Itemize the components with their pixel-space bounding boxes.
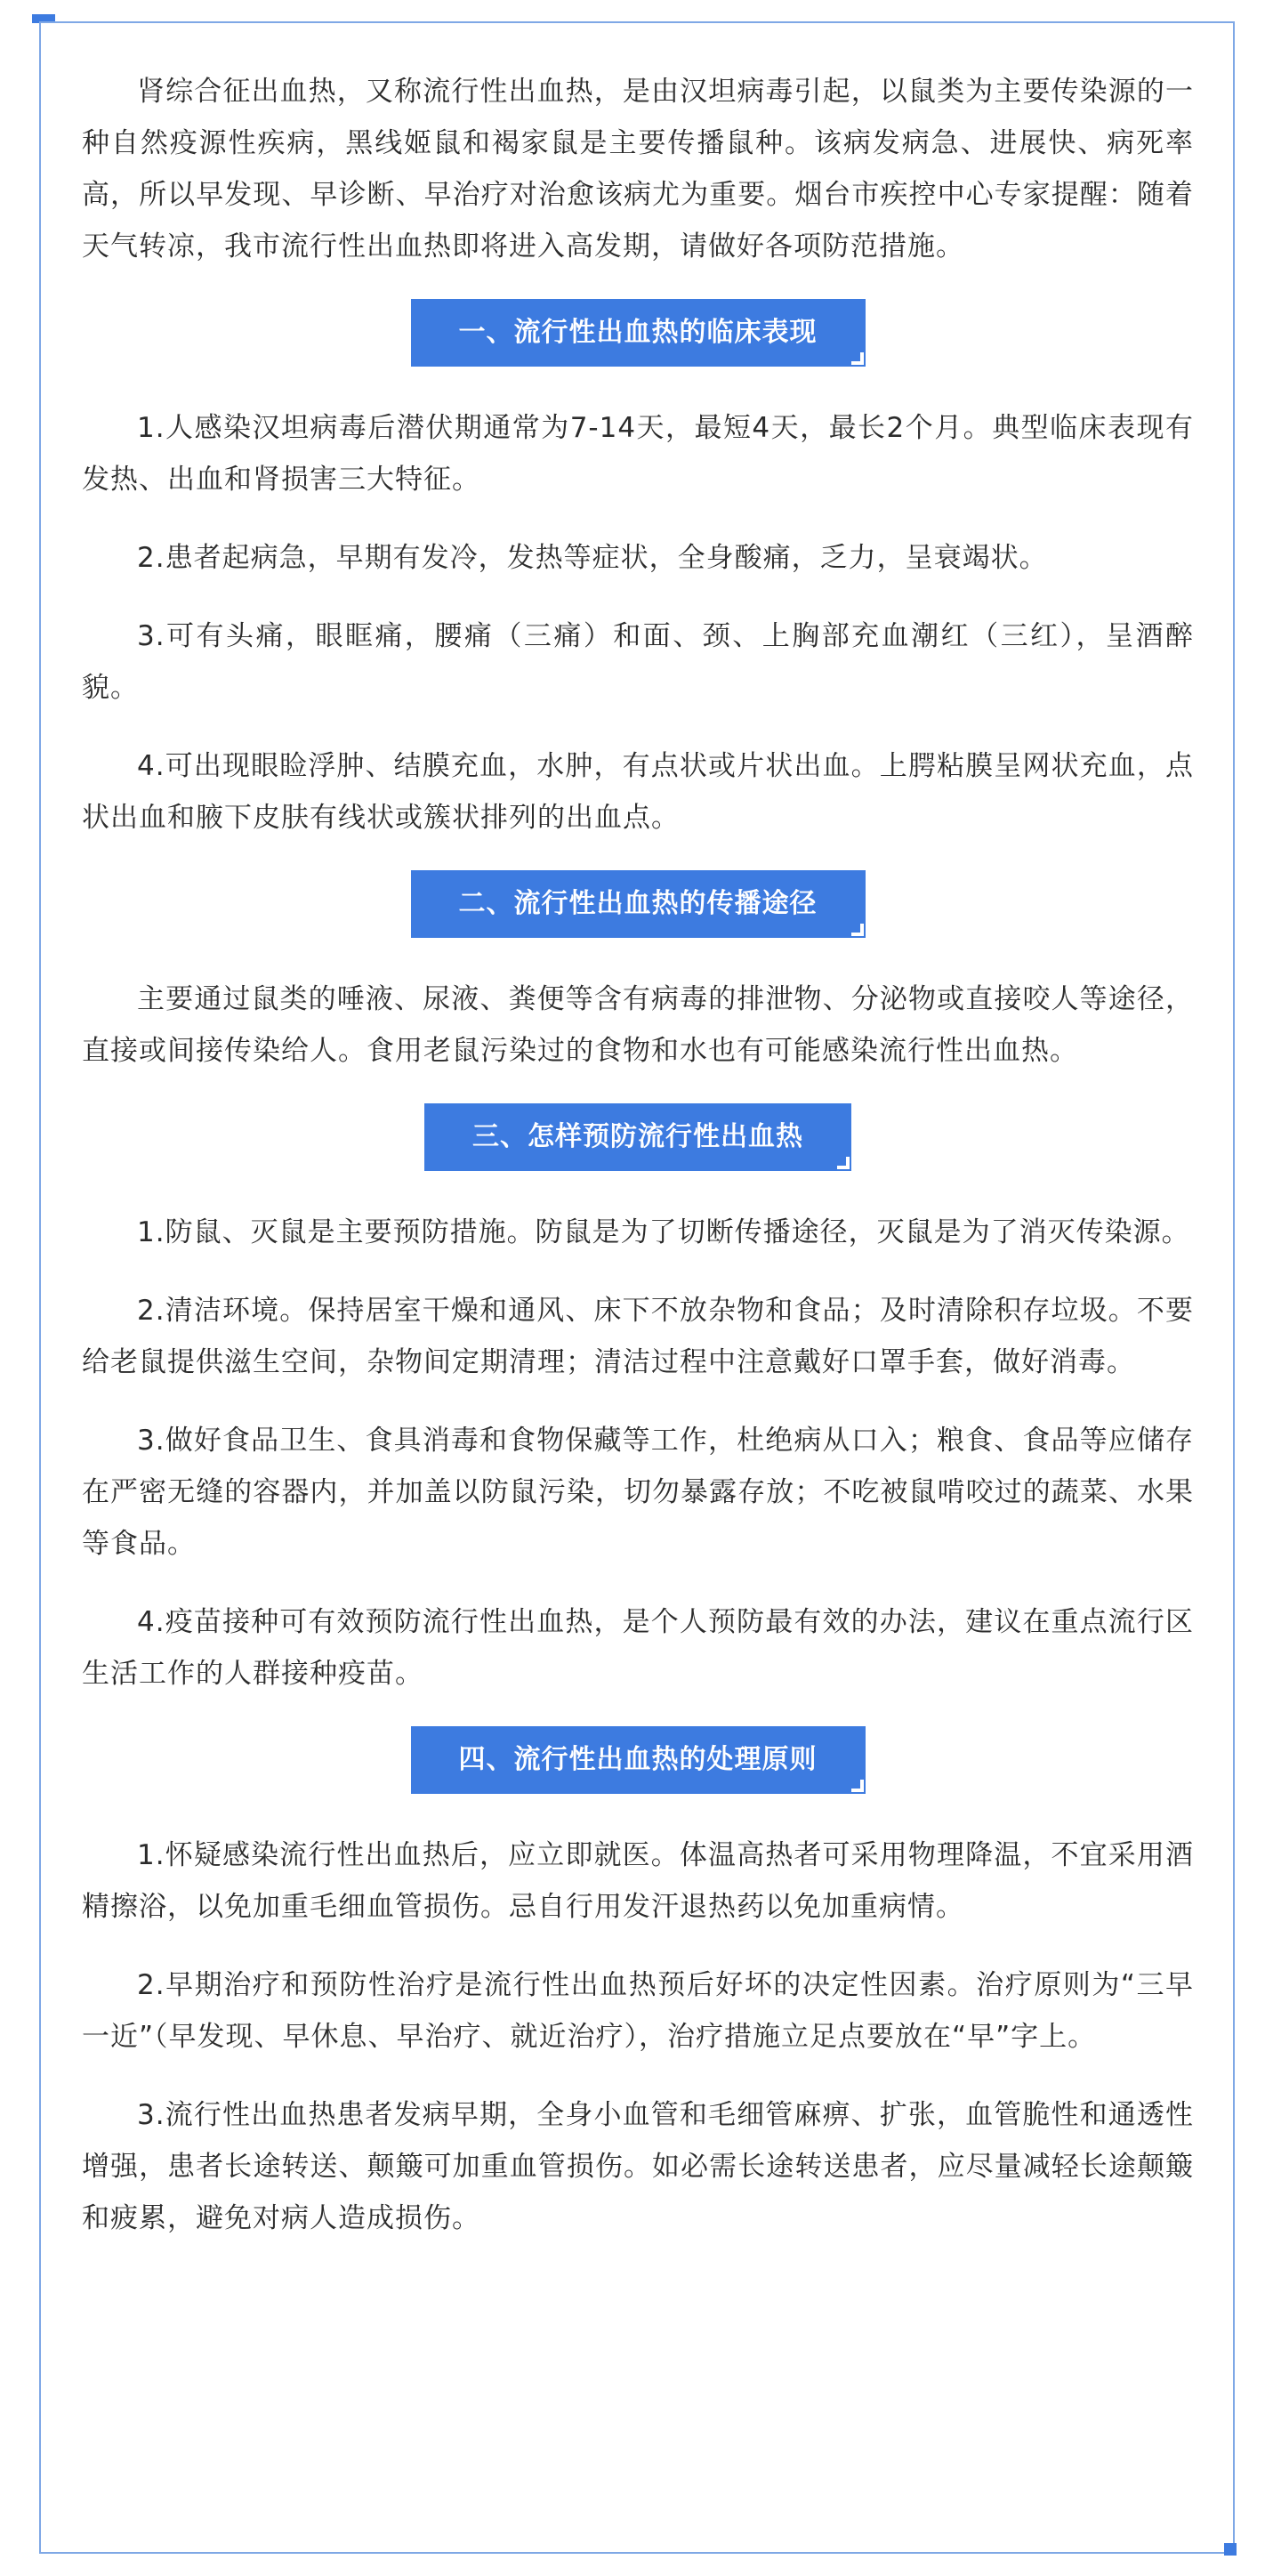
section-1-paragraph: 1.人感染汉坦病毒后潜伏期通常为7-14天，最短4天，最长2个月。典型临床表现有发热、出血和肾损害三大特征。 xyxy=(82,412,1194,496)
section-3-paragraph: 1.防鼠、灭鼠是主要预防措施。防鼠是为了切断传播途径，灭鼠是为了消灭传染源。 xyxy=(137,1216,1190,1248)
section-4-heading-wrap xyxy=(82,1726,1194,1794)
section-2-heading-wrap xyxy=(82,870,1194,938)
frame-corner-bottom-right xyxy=(1224,2543,1237,2556)
section-2-paragraph: 主要通过鼠类的唾液、尿液、粪便等含有病毒的排泄物、分泌物或直接咬人等途径，直接或间接传染给人。食用老鼠污染过的食物和水也有可能感染流行性出血热。 xyxy=(82,983,1194,1067)
section-1-heading-wrap xyxy=(82,299,1194,367)
section-4-paragraph: 1.怀疑感染流行性出血热后，应立即就医。体温高热者可采用物理降温，不宜采用酒精擦浴，以免加重毛细血管损伤。忌自行用发汗退热药以免加重病情。 xyxy=(82,1839,1194,1923)
section-3-heading xyxy=(424,1103,851,1171)
heading-corner-mark xyxy=(851,352,864,365)
heading-corner-mark xyxy=(851,1780,864,1792)
section-1-heading xyxy=(411,299,866,367)
section-1-paragraph: 3.可有头痛，眼眶痛，腰痛（三痛）和面、颈、上胸部充血潮红（三红），呈酒醉貌。 xyxy=(82,620,1194,704)
section-3-title: 三、怎样预防流行性出血热 xyxy=(472,1121,803,1152)
heading-corner-mark xyxy=(851,924,864,936)
section-3-paragraph: 4.疫苗接种可有效预防流行性出血热，是个人预防最有效的办法，建议在重点流行区生活工作的人群接种疫苗。 xyxy=(82,1606,1194,1690)
section-3-paragraph: 2.清洁环境。保持居室干燥和通风、床下不放杂物和食品；及时清除积存垃圾。不要给老鼠提供滋生空间，杂物间定期清理；清洁过程中注意戴好口罩手套，做好消毒。 xyxy=(82,1295,1194,1378)
section-1-paragraph: 4.可出现眼睑浮肿、结膜充血，水肿，有点状或片状出血。上腭粘膜呈网状充血，点状出血和腋下皮肤有线状或簇状排列的出血点。 xyxy=(82,750,1194,834)
heading-corner-mark xyxy=(837,1157,850,1169)
section-4-heading xyxy=(411,1726,866,1794)
section-4-title: 四、流行性出血热的处理原则 xyxy=(458,1744,818,1775)
section-2-title: 二、流行性出血热的传播途径 xyxy=(458,888,818,919)
section-2-heading xyxy=(411,870,866,938)
article-content xyxy=(82,66,1194,2271)
intro-paragraph: 肾综合征出血热，又称流行性出血热，是由汉坦病毒引起，以鼠类为主要传染源的一种自然疫源性疾病，黑线姬鼠和褐家鼠是主要传播鼠种。该病发病急、进展快、病死率高，所以早发现、早诊断、早治疗对治愈该病尤为重要。烟台市疾控中心专家提醒：随着天气转凉，我市流行性出血热即将进入高发期，请做好各项防范措施。 xyxy=(82,76,1194,262)
section-3-paragraph: 3.做好食品卫生、食具消毒和食物保藏等工作，杜绝病从口入；粮食、食品等应储存在严密无缝的容器内，并加盖以防鼠污染，切勿暴露存放；不吃被鼠啃咬过的蔬菜、水果等食品。 xyxy=(82,1425,1194,1560)
section-4-paragraph: 3.流行性出血热患者发病早期，全身小血管和毛细管麻痹、扩张，血管脆性和通透性增强，患者长途转送、颠簸可加重血管损伤。如必需长途转送患者，应尽量减轻长途颠簸和疲累，避免对病人造成损伤。 xyxy=(82,2099,1194,2234)
section-3-heading-wrap xyxy=(82,1103,1194,1171)
section-1-title: 一、流行性出血热的临床表现 xyxy=(458,317,818,348)
section-1-paragraph: 2.患者起病急，早期有发冷，发热等症状，全身酸痛，乏力，呈衰竭状。 xyxy=(137,542,1048,574)
section-4-paragraph: 2.早期治疗和预防性治疗是流行性出血热预后好坏的决定性因素。治疗原则为“三早一近”（早发现、早休息、早治疗、就近治疗），治疗措施立足点要放在“早”字上。 xyxy=(82,1969,1194,2053)
